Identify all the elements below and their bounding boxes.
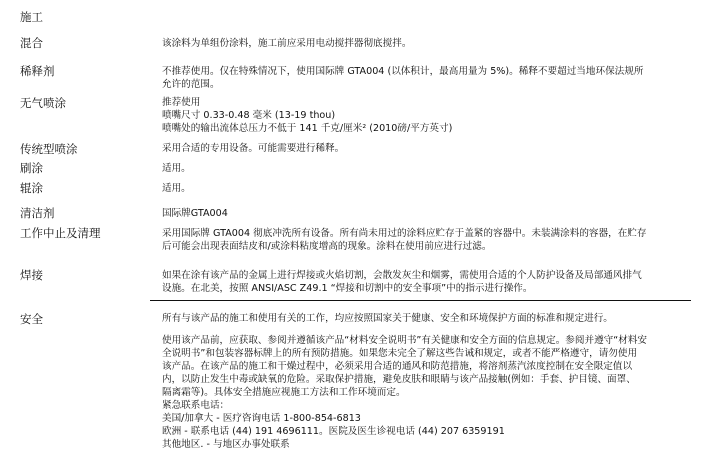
section-divider (150, 300, 691, 301)
value-line: 适用。 (162, 183, 191, 194)
value-line: 该产品。在该产品的施工和干燥过程中，必须采用合适的通风和防范措施，将溶剂蒸汽浓度控制在安全限定值以 (162, 361, 633, 372)
value-safety (162, 312, 690, 451)
value-brush (162, 162, 690, 175)
label-welding: 焊接 (20, 268, 43, 282)
value-line: 全说明书”和包装容器标牌上的所有预防措施。如果您未完全了解这些告诫和规定，或者不能严格遵守，请勿使用 (162, 348, 638, 359)
value-line: 内，以防止发生中毒或缺氧的危险。采取保护措施，避免皮肤和眼睛与该产品接触(例如：手套、护目镜、面罩、 (162, 374, 636, 385)
value-mixing (162, 37, 690, 50)
value-line: 所有与该产品的施工和使用有关的工作，均应按照国家关于健康、安全和环境保护方面的标准和规定进行。 (162, 313, 613, 324)
value-line: 允许的范围。 (162, 79, 220, 90)
value-line: 喷嘴尺寸 0.33-0.48 毫米 (13-19 thou) (162, 110, 336, 121)
label-work-stoppage: 工作中止及清理 (20, 226, 101, 240)
value-welding (162, 269, 690, 295)
value-line: 紧急联系电话： (162, 400, 230, 411)
value-line: 后可能会出现表面结皮和/或涂料粘度增高的现象。涂料在使用前应进行过滤。 (162, 241, 492, 252)
value-cleaner (162, 207, 690, 220)
value-line: 隔离霜等)。具体安全措施应视施工方法和工作环境而定。 (162, 387, 406, 398)
value-line: 采用合适的专用设备。可能需要进行稀释。 (162, 143, 345, 154)
label-roller: 辊涂 (20, 181, 43, 195)
section-heading-application: 施工 (20, 10, 43, 24)
label-safety: 安全 (20, 312, 43, 326)
value-work-stoppage (162, 227, 690, 253)
value-roller (162, 182, 690, 195)
value-line: 喷嘴处的输出流体总压力不低于 141 千克/厘米² (2010磅/平方英寸) (162, 123, 453, 134)
value-line: 美国/加拿大 - 医疗咨询电话 1-800-854-6813 (162, 413, 361, 424)
label-thinner: 稀释剂 (20, 64, 55, 78)
label-cleaner: 清洁剂 (20, 206, 55, 220)
paragraph-gap (162, 325, 690, 334)
label-mixing: 混合 (20, 36, 43, 50)
value-airless-spray (162, 96, 690, 135)
value-line: 推荐使用 (162, 97, 201, 108)
value-line: 其他地区. - 与地区办事处联系 (162, 439, 290, 450)
value-line: 使用该产品前，应获取、参阅并遵循该产品“材料安全说明书”有关健康和安全方面的信息规定。参阅并遵守“材料安 (162, 335, 648, 346)
value-line: 欧洲 - 联系电话 (44) 191 4696111。医院及医生诊视电话 (44) 207 6359191 (162, 426, 505, 437)
label-brush: 刷涂 (20, 161, 43, 175)
value-line: 采用国际牌 GTA004 彻底冲洗所有设备。所有尚未用过的涂料应贮存于盖紧的容器中。未装满涂料的容器，在贮存 (162, 228, 647, 239)
value-thinner (162, 65, 690, 91)
value-line: 国际牌GTA004 (162, 208, 228, 219)
value-conventional-spray (162, 142, 690, 155)
value-line: 该涂料为单组份涂料，施工前应采用电动搅拌器彻底搅拌。 (162, 38, 412, 49)
value-line: 如果在涂有该产品的金属上进行焊接或火焰切割，会散发灰尘和烟雾，需使用合适的个人防护设备及局部通风排气 (162, 270, 642, 281)
value-line: 设施。在北美，按照 ANSI/ASC Z49.1 “焊接和切割中的安全事项”中的指示进行操作。 (162, 283, 533, 294)
value-line: 不推荐使用。仅在特殊情况下，使用国际牌 GTA004 (以体积计，最高用量为 5%)。稀释不要超过当地环保法规所 (162, 66, 644, 77)
label-airless-spray: 无气喷涂 (20, 96, 66, 110)
label-conventional-spray: 传统型喷涂 (20, 142, 78, 156)
value-line: 适用。 (162, 163, 191, 174)
